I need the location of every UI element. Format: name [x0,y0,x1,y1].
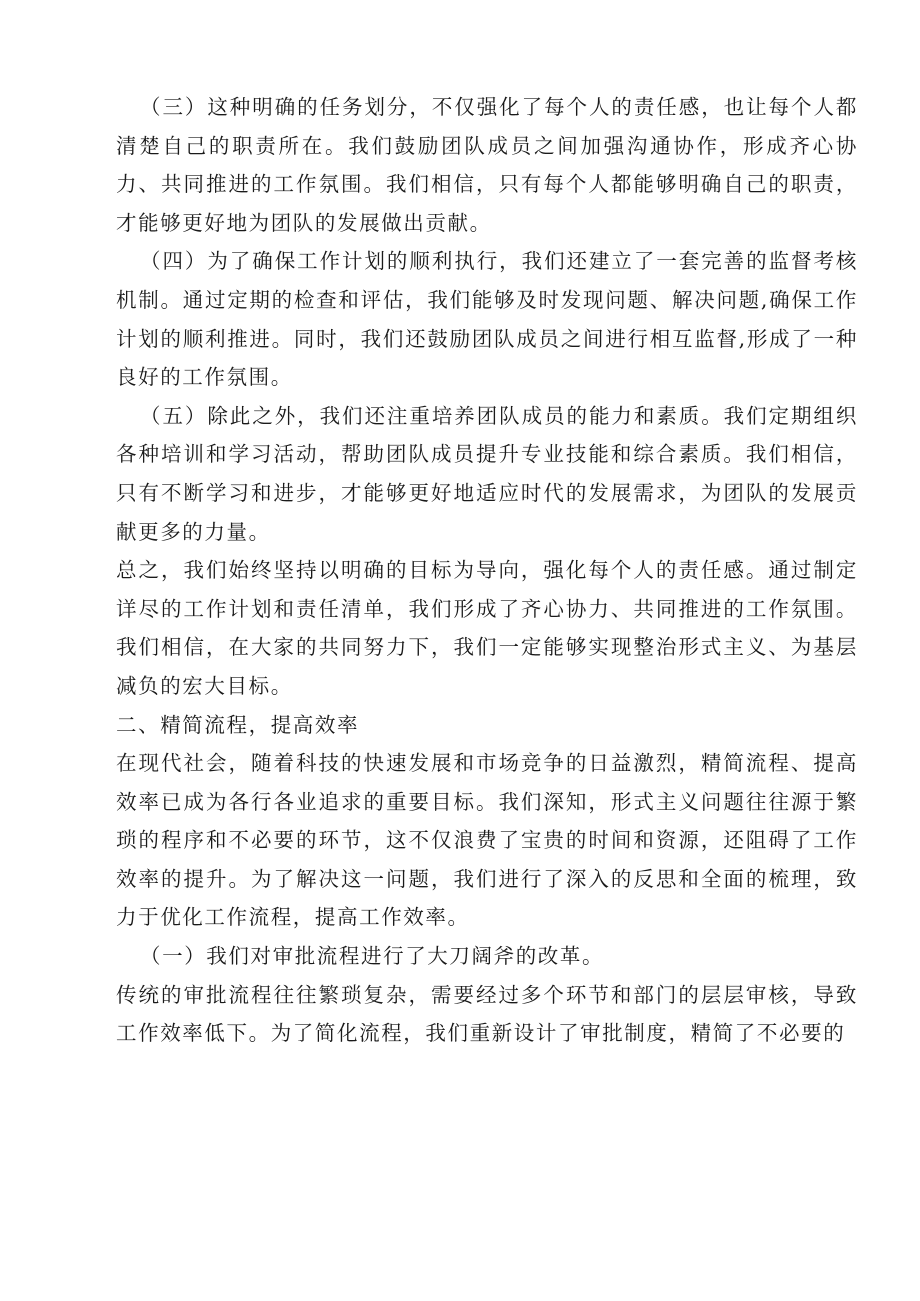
section-heading-streamline: 二、精简流程，提高效率 [116,712,360,737]
paragraph-task-division: （三）这种明确的任务划分，不仅强化了每个人的责任感，也让每个人都清楚自己的职责所在。我们鼓励团队成员之间加强沟通协作，形成齐心协力、共同推进的工作氛围。我们相信，只有每个人都能够明确自己的职责，才能够更好地为团队的发展做出贡献。 [116,95,858,235]
paragraph-training: （五）除此之外，我们还注重培养团队成员的能力和素质。我们定期组织各种培训和学习活动，帮助团队成员提升专业技能和综合素质。我们相信，只有不断学习和进步，才能够更好地适应时代的发展需求，为团队的发展贡献更多的力量。 [116,403,858,544]
paragraph-summary: 总之，我们始终坚持以明确的目标为导向，强化每个人的责任感。通过制定详尽的工作计划和责任清单，我们形成了齐心协力、共同推进的工作氛围。我们相信，在大家的共同努力下，我们一定能够实现整治形式主义、为基层减负的宏大目标。 [116,558,858,698]
paragraph-supervision-mechanism: （四）为了确保工作计划的顺利执行，我们还建立了一套完善的监督考核机制。通过定期的检查和评估，我们能够及时发现问题、解决问题,确保工作计划的顺利推进。同时，我们还鼓励团队成员之间进行相互监督,形成了一种良好的工作氛围。 [116,249,858,390]
paragraph-traditional-approval: 传统的审批流程往往繁琐复杂，需要经过多个环节和部门的层层审核，导致工作效率低下。为了简化流程，我们重新设计了审批制度，精简了不必要的 [116,982,858,1046]
paragraph-approval-reform: （一）我们对审批流程进行了大刀阔斧的改革。 [140,944,605,969]
paragraph-modern-society: 在现代社会，随着科技的快速发展和市场竞争的日益激烈，精简流程、提高效率已成为各行各业追求的重要目标。我们深知，形式主义问题往往源于繁琐的程序和不必要的环节，这不仅浪费了宝贵的时间和资源，还阻碍了工作效率的提升。为了解决这一问题，我们进行了深入的反思和全面的梳理，致力于优化工作流程，提高工作效率。 [116,751,858,930]
document-page [116,88,858,1053]
